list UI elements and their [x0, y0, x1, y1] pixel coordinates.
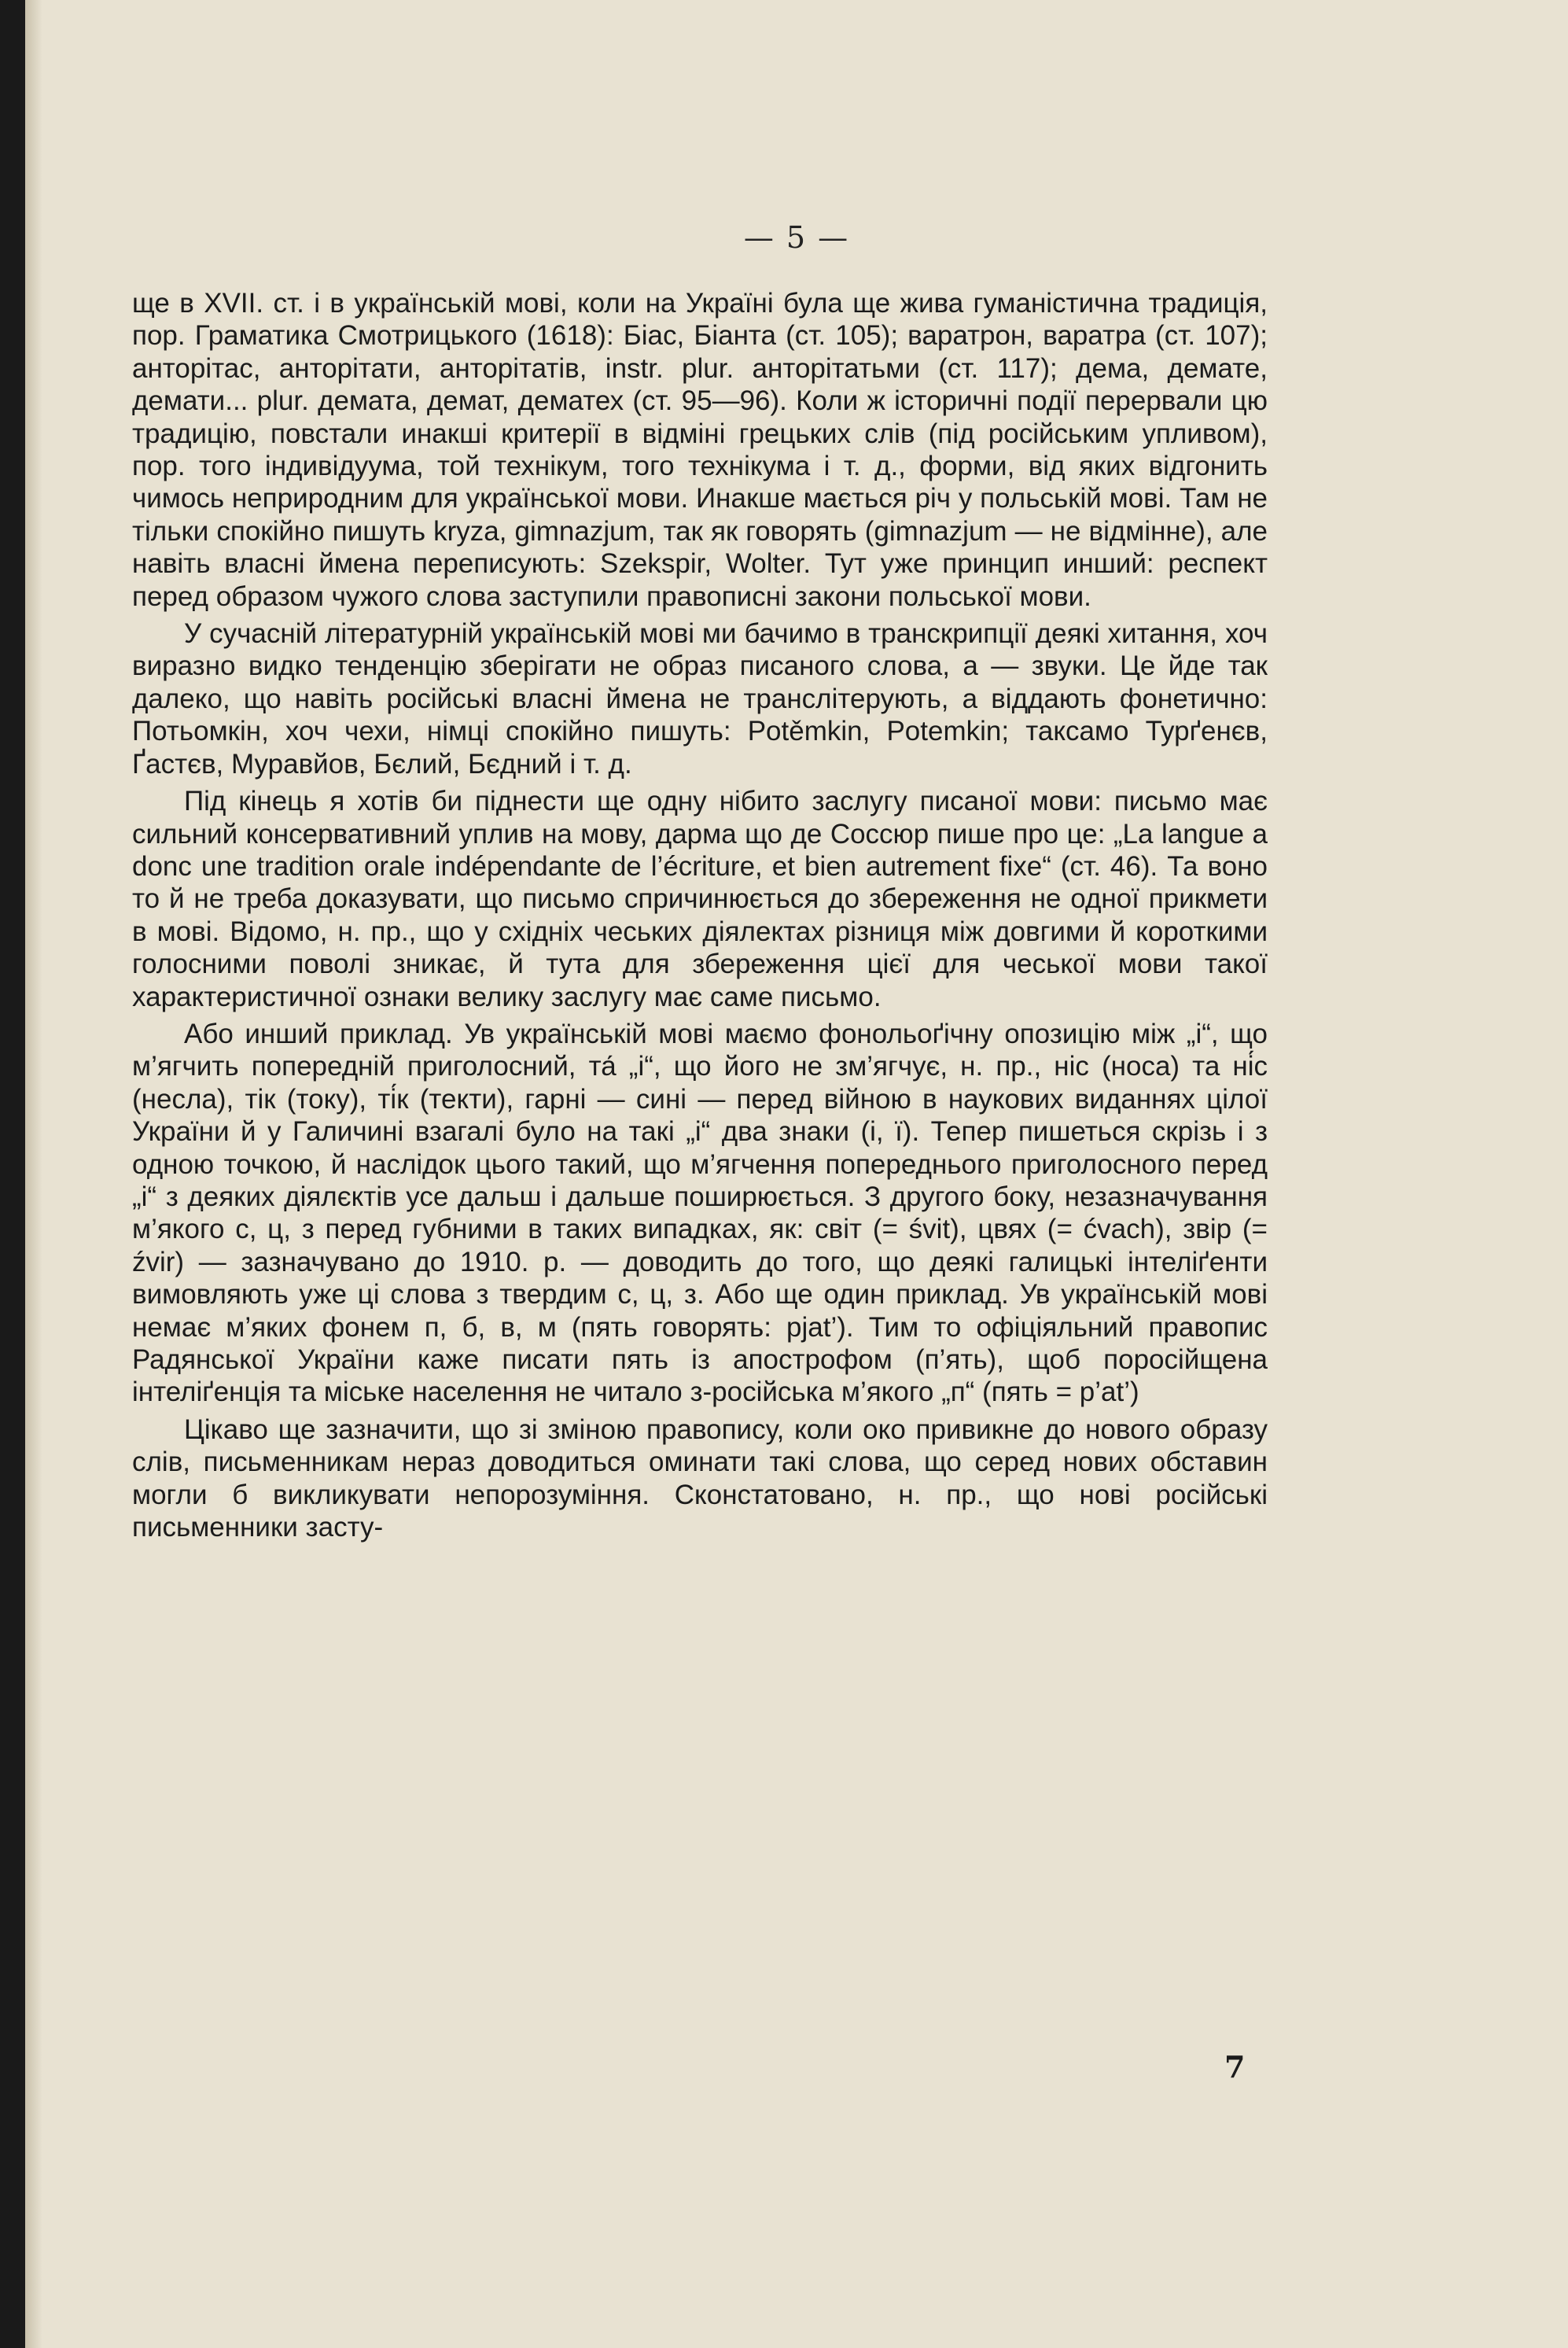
paragraph: ще в XVII. ст. і в українській мові, коли на Україні була ще жива гуманістична традиція, пор. Граматика Смотрицького (1618): Біас, Біанта (ст. 105); варатрон, варатра (ст. 107); антоpітас, антоpітати, антоpітатів, instr. plur. антоpітатьми (ст. 117); дема, демате, демати... plur. демата, демат, дематех (ст. 95—96). Коли ж історичні події перервали цю традицію, повстали инакші критерії в відміні грецьких слів (під російським упливом), пор. того індивідуума, той технікум, того технікума і т. д., форми, від яких відгонить чимось неприродним для української мови. Инакше мається річ у польській мові. Там не тільки спокійно пишуть kryza, gimnazjum, так як говорять (gimnazjum — не відмінне), але навіть власні ймена переписують: Szekspir, Wolter. Тут уже принцип инший: респект перед образом чужого слова заступили правописні закони польської мови.: [132, 288, 1268, 612]
page-number: — 5 —: [743, 220, 850, 255]
paragraph: Під кінець я хотів би піднести ще одну нібито заслугу писаної мови: письмо має сильний консервативний уплив на мову, дарма що де Соссюр пише про це: „La langue a donc une tradition orale indépendante de l’écriture, et bien autrement fixe“ (ст. 46). Та воно то й не треба доказувати, що письмо спричинюється до збереження не одної прикмети в мові. Відомо, н. пр., що у східніх чеських діялектах різниця між довгими й короткими голосними поволі зникає, й тута для збереження цієї для чеської мови такої характеристичної ознаки велику заслугу має саме письмо.: [132, 786, 1268, 1012]
paragraph: Цікаво ще зазначити, що зі зміною правопису, коли око привикне до нового образу слів, письменникам нераз доводиться оминати такі слова, що серед нових обставин могли б викликувати непорозуміння. Сконстатовано, н. пр., що нові російські письменники засту-: [132, 1414, 1268, 1543]
signature-mark: 7: [1224, 2049, 1246, 2084]
book-page: [25, 0, 1568, 2348]
paragraph: У сучасній літературній українській мові ми бачимо в транскрипції деякі хитання, хоч виразно видко тенденцію зберігати не образ писаного слова, а — звуки. Це йде так далеко, що навіть російські власні ймена не транслітерують, а віддають фонетично: Потьомкін, хоч чехи, німці спокійно пишуть: Potěmkin, Potemkin; таксамо Турґенєв, Ґастєв, Муравйов, Бєлий, Бєдний і т. д.: [132, 618, 1268, 780]
body-text: [132, 287, 1268, 1543]
paragraph: Або инший приклад. Ув українській мові маємо фонольоґічну опозицію між „і“, що м’ягчить попередній приголосний, та́ „і“, що його не зм’ягчує, н. пр., ніс (носа) та ні́с (несла), тік (току), ті́к (текти), гарні — сині — перед війною в наукових виданнях цілої України й у Галичині взагалі було на такі „і“ два знаки (i, ї). Тепер пишеться скрізь і з одною точкою, й наслідок цього такий, що м’ягчення попереднього приголосного перед „і“ з деяких діялєктів усе дальш і дальше поширюється. З другого боку, незазначування м’якого с, ц, з перед губними в таких випадках, як: світ (= śvit), цвях (= ćvach), звір (= źvir) — зазначувано до 1910. р. — доводить до того, що деякі галицькі інтеліґенти вимовляють уже ці слова з твердим с, ц, з. Або ще один приклад. Ув українській мові немає м’яких фонем п, б, в, м (пять говорять: pjat’). Тим то офіціяльний правопис Радянської України каже писати пять із апострофом (п’ять), щоб поросійщена інтеліґенція та міське населення не читало з-російська м’якого „п“ (пять = p’at’): [132, 1018, 1268, 1408]
